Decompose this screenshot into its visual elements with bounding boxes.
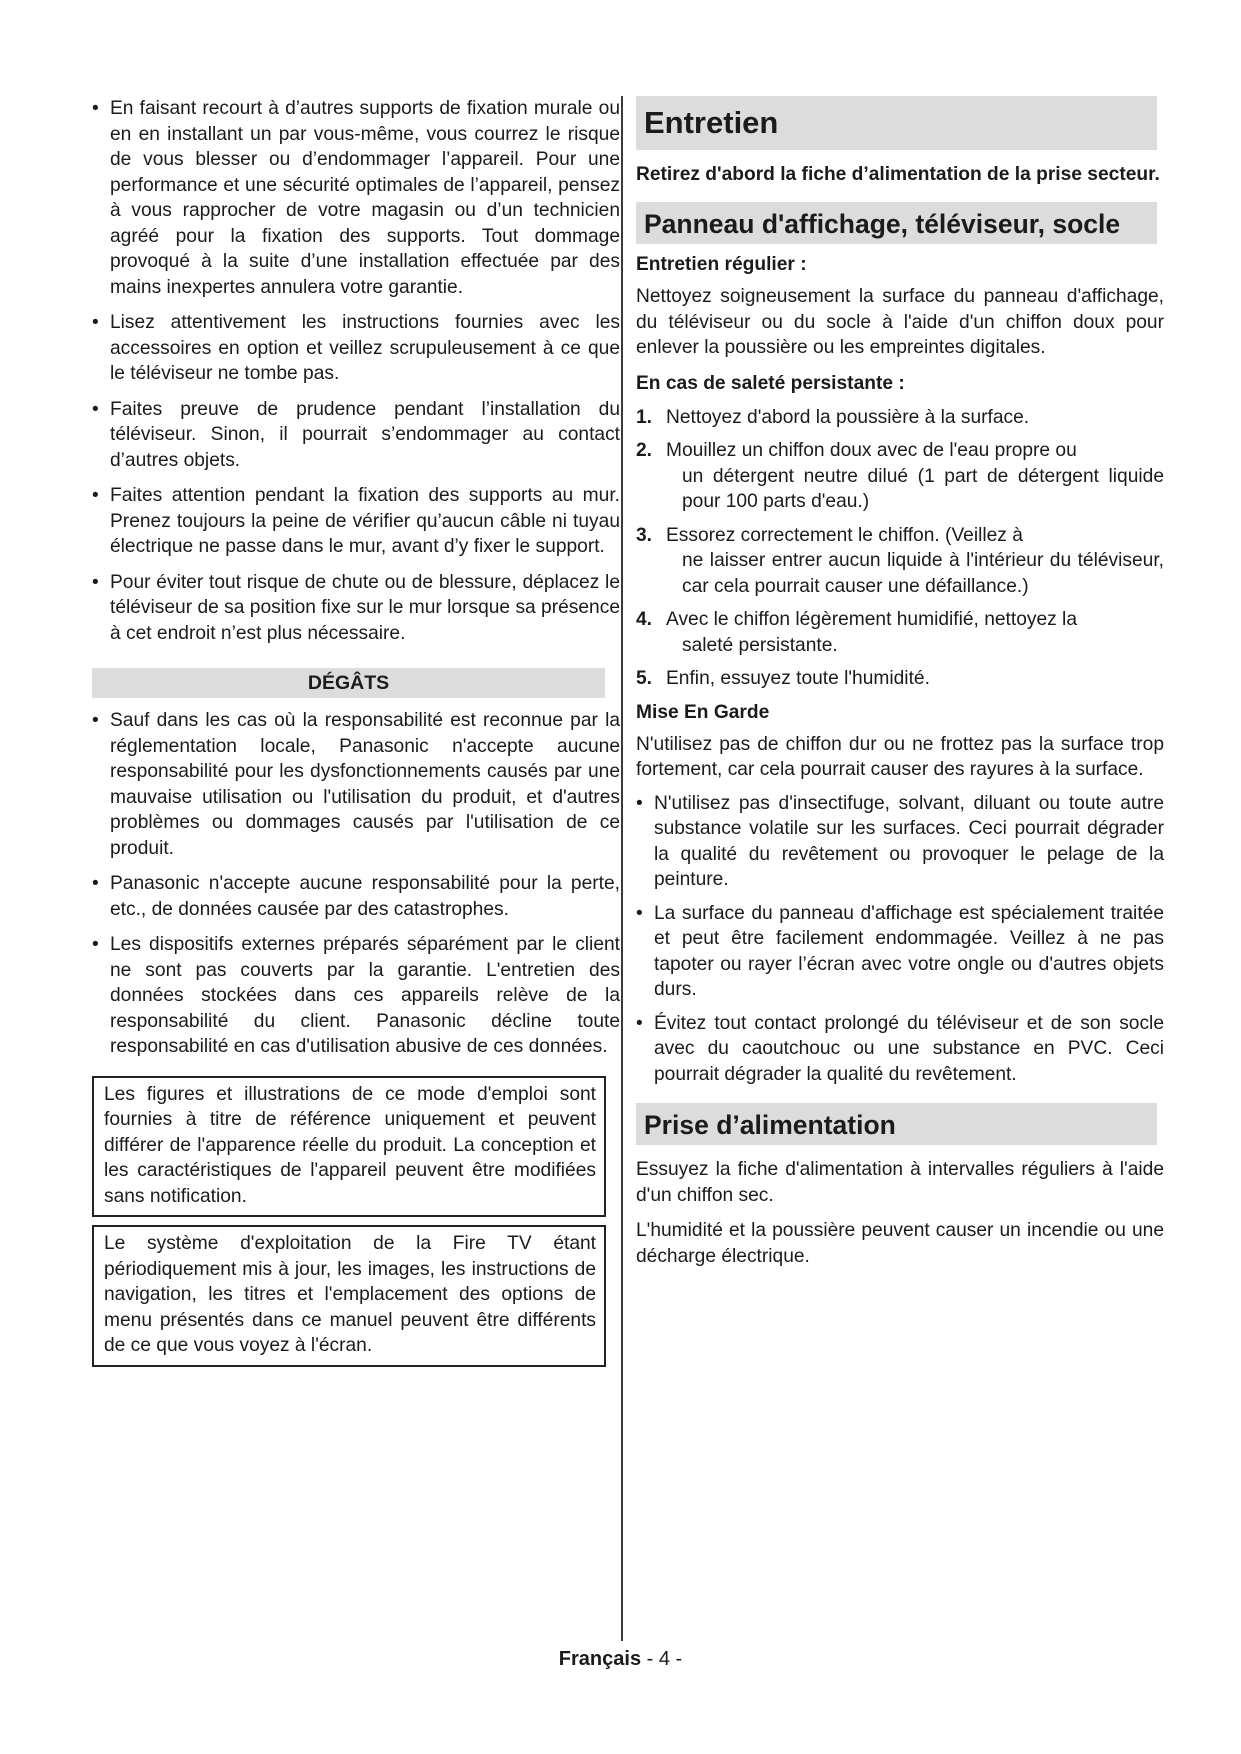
degats-item: • Panasonic n'accepte aucune responsabilité pour la perte, etc., de données causée par des catastrophes. xyxy=(92,873,620,920)
step-item: 2. Mouillez un chiffon doux avec de l'eau propre ou un détergent neutre dilué (1 part de détergent liquide pour 100 parts d'eau.) xyxy=(636,440,1164,512)
fire-tv-notice-box: Le système d'exploitation de la Fire TV étant périodiquement mis à jour, les images, les instructions de navigation, les titres et l'emplacement des options de menu présentés dans ce manuel peuvent être différents de ce que vous voyez à l'écran. xyxy=(92,1225,606,1367)
installation-bullet: • Faites preuve de prudence pendant l’installation du téléviseur. Sinon, il pourrait s’endommager au contact d’autres objets. xyxy=(92,398,620,471)
bullet-icon: • xyxy=(636,1012,643,1034)
bullet-icon: • xyxy=(636,792,643,814)
panneau-title: Panneau d'affichage, téléviseur, socle xyxy=(636,202,1157,244)
mise-en-garde-text: N'utilisez pas de chiffon dur ou ne frottez pas la surface trop fortement, car cela pourrait causer des rayures à la surface. xyxy=(636,733,1164,780)
prise-text-2: L'humidité et la poussière peuvent causer un incendie ou une décharge électrique. xyxy=(636,1220,1164,1267)
caution-bullet: • Évitez tout contact prolongé du téléviseur et de son socle avec du caoutchouc ou une substance en PVC. Ceci pourrait dégrader la qualité du revêtement. xyxy=(636,1012,1164,1085)
column-divider xyxy=(621,96,623,1641)
bullet-icon: • xyxy=(92,571,99,593)
footer-language: Français xyxy=(558,1648,642,1670)
bullet-icon: • xyxy=(92,710,99,731)
installation-bullet: • Pour éviter tout risque de chute ou de blessure, déplacez le téléviseur de sa position fixe sur le mur lorsque sa présence à cet endroit n’est plus nécessaire. xyxy=(92,571,620,644)
bullet-icon: • xyxy=(92,398,99,420)
installation-bullet: • Faites attention pendant la fixation des supports au mur. Prenez toujours la peine de vérifier qu’aucun câble ni tuyau électrique ne passe dans le mur, avant d’y fixer le support. xyxy=(92,485,620,557)
bullet-icon: • xyxy=(92,312,99,333)
bullet-icon: • xyxy=(636,902,643,924)
degats-heading: DÉGÂTS xyxy=(92,668,605,698)
installation-bullet: • Lisez attentivement les instructions fournies avec les accessoires en option et veillez scrupuleusement à ce que le téléviseur ne tombe pas. xyxy=(92,312,620,384)
step-item: 5. Enfin, essuyez toute l'humidité. xyxy=(636,668,930,689)
salete-heading: En cas de saleté persistante : xyxy=(636,372,905,394)
right-column xyxy=(636,96,1164,1269)
degats-item: • Sauf dans les cas où la responsabilité est reconnue par la réglementation locale, Panasonic n'accepte aucune responsabilité pour les dysfonctionnements causés par une mauvaise utilisation ou l'utilisation du produit, et d'autres problèmes ou dommages causés par l'utilisation de ce produit. xyxy=(92,710,620,859)
step-item: 4. Avec le chiffon légèrement humidifié, nettoyez la saleté persistante. xyxy=(636,609,1077,656)
degats-item: • Les dispositifs externes préparés séparément par le client ne sont pas couverts par la garantie. L'entretien des données stockées dans ces appareils relève de la responsabilité du client. Panasonic décline toute responsabilité en cas d'utilisation abusive de ces données. xyxy=(92,934,620,1057)
entretien-regulier-heading: Entretien régulier : xyxy=(636,254,807,275)
page-number: - 4 - xyxy=(641,1648,683,1670)
entretien-title: Entretien xyxy=(636,96,1157,150)
installation-bullet: • En faisant recourt à d’autres supports de fixation murale ou en en installant un par vous-même, vous courrez le risque de vous blesser ou d’endommager l’appareil. Pour une performance et une sécurité optimales de l’appareil, pensez à vous rapprocher de votre magasin ou d’un technicien agréé pour la fixation des supports. Tout dommage provoqué à la suite d’une installation effectuée par des mains inexpertes annulera votre garantie. xyxy=(92,98,620,298)
prise-text-1: Essuyez la fiche d'alimentation à intervalles réguliers à l'aide d'un chiffon sec. xyxy=(636,1159,1164,1206)
bullet-icon: • xyxy=(92,98,99,119)
caution-bullet: • N'utilisez pas d'insectifuge, solvant, diluant ou toute autre substance volatile sur les surfaces. Ceci pourrait dégrader la qualité du revêtement ou provoquer le pelage de la peinture. xyxy=(636,792,1164,890)
page-footer xyxy=(0,1648,1241,1671)
caution-bullet: • La surface du panneau d'affichage est spécialement traitée et peut être facilement endommagée. Veillez à ne pas tapoter ou rayer l’écran avec votre ongle ou d'autres objets durs. xyxy=(636,902,1164,1000)
illustrations-notice-box: Les figures et illustrations de ce mode d'emploi sont fournies à titre de référence uniquement et peuvent différer de l'apparence réelle du produit. La conception et les caractéristiques de l'appareil peuvent être modifiées sans notification. xyxy=(92,1076,606,1218)
step-item: 3. Essorez correctement le chiffon. (Veillez à ne laisser entrer aucun liquide à l'intérieur du téléviseur, car cela pourrait causer une défaillance.) xyxy=(636,524,1164,597)
step-item: 1. Nettoyez d'abord la poussière à la surface. xyxy=(636,406,1030,428)
bullet-icon: • xyxy=(92,934,99,955)
entretien-intro: Retirez d'abord la fiche d’alimentation de la prise secteur. xyxy=(636,164,1160,185)
entretien-regulier-text: Nettoyez soigneusement la surface du panneau d'affichage, du téléviseur ou du socle à l'aide d'un chiffon doux pour enlever la poussière ou les empreintes digitales. xyxy=(636,286,1164,358)
left-column xyxy=(92,96,620,1367)
bullet-icon: • xyxy=(92,485,99,506)
mise-en-garde-heading: Mise En Garde xyxy=(636,701,770,723)
prise-title: Prise d’alimentation xyxy=(636,1103,1157,1145)
bullet-icon: • xyxy=(92,873,99,894)
